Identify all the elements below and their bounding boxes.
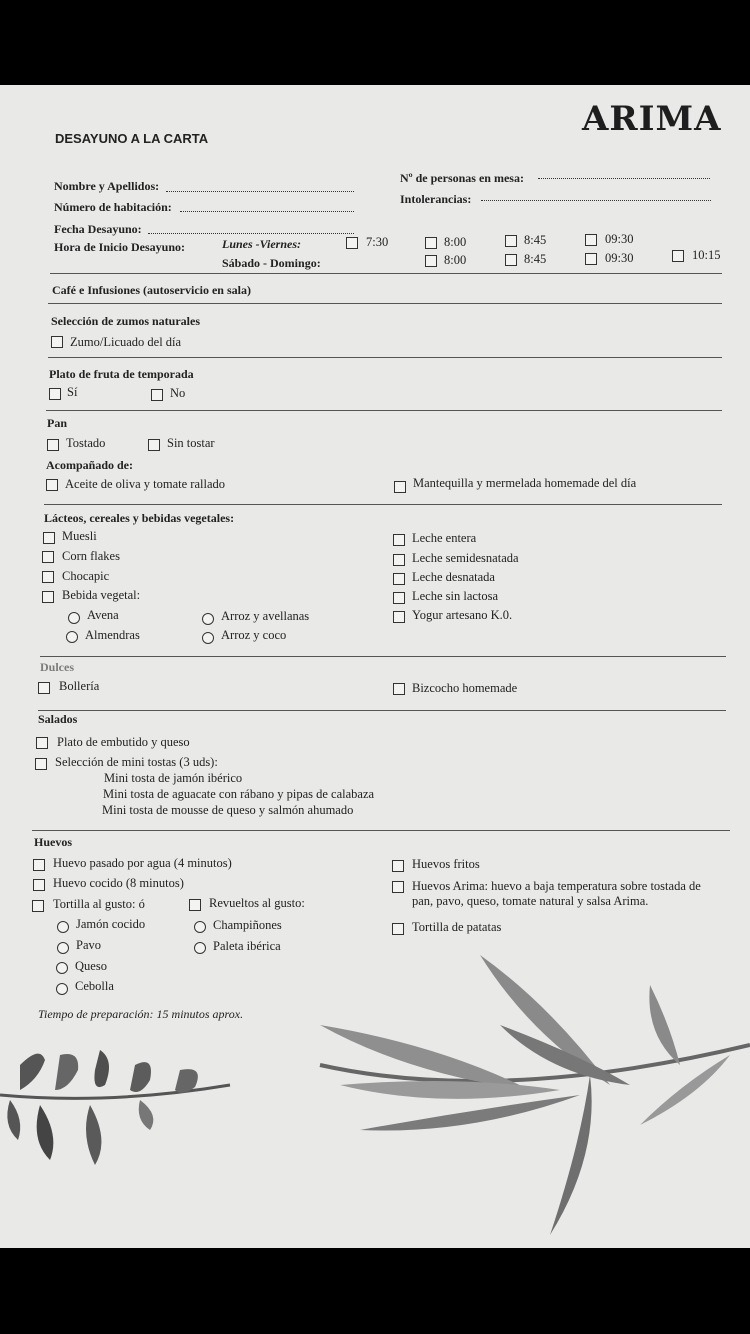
tortilla-patatas-label: Tortilla de patatas	[412, 920, 502, 934]
avena-label: Avena	[87, 608, 119, 622]
pasado-label: Huevo pasado por agua (4 minutos)	[53, 856, 232, 870]
jamon-cocido-radio[interactable]	[57, 921, 69, 933]
fritos-checkbox[interactable]	[392, 860, 404, 872]
leche-desnatada-label: Leche desnatada	[412, 570, 495, 584]
weekend-845-checkbox[interactable]	[505, 254, 517, 266]
tosta-item: Mini tosta de aguacate con rábano y pipas de calabaza	[103, 787, 375, 801]
lacteos-heading: Lácteos, cereales y bebidas vegetales:	[44, 511, 235, 525]
branch-illustration-right	[300, 945, 750, 1245]
weekend-930-checkbox[interactable]	[585, 253, 597, 265]
almendras-radio[interactable]	[66, 631, 78, 643]
leche-semi-label: Leche semidesnatada	[412, 551, 519, 565]
pan-heading: Pan	[47, 416, 68, 430]
paleta-radio[interactable]	[194, 942, 206, 954]
avena-radio[interactable]	[68, 612, 80, 624]
tiempo-note: Tiempo de preparación: 15 minutos aprox.	[38, 1007, 244, 1021]
arroz-coco-radio[interactable]	[202, 632, 214, 644]
pasado-checkbox[interactable]	[33, 859, 45, 871]
mini-tostas-checkbox[interactable]	[35, 758, 47, 770]
weekend-800-checkbox[interactable]	[425, 255, 437, 267]
queso-radio[interactable]	[56, 962, 68, 974]
intolerancias-label: Intolerancias:	[400, 192, 472, 206]
cebolla-radio[interactable]	[56, 983, 68, 995]
personas-label: Nº de personas en mesa:	[400, 171, 524, 185]
nombre-field[interactable]	[166, 191, 354, 192]
arroz-avellanas-radio[interactable]	[202, 613, 214, 625]
weekend-time: 8:00	[444, 253, 467, 267]
mantequilla-label: Mantequilla y mermelada homemade del día	[413, 476, 637, 490]
bebida-checkbox[interactable]	[42, 591, 54, 603]
fecha-label: Fecha Desayuno:	[54, 222, 142, 236]
weekend-time: 8:45	[524, 252, 547, 266]
weekday-time: 8:00	[444, 235, 467, 249]
sin-tostar-label: Sin tostar	[167, 436, 215, 450]
cebolla-label: Cebolla	[75, 979, 114, 993]
aceite-checkbox[interactable]	[46, 479, 58, 491]
corn-label: Corn flakes	[62, 549, 120, 563]
yogur-label: Yogur artesano K.0.	[412, 608, 513, 622]
weekday-time: 09:30	[605, 232, 634, 246]
pavo-radio[interactable]	[57, 942, 69, 954]
hora-label: Hora de Inicio Desayuno:	[54, 240, 186, 254]
weekend-1015-checkbox[interactable]	[672, 250, 684, 262]
brand-logo: ARIMA	[582, 99, 722, 139]
bizcocho-label: Bizcocho homemade	[412, 681, 518, 695]
jamon-cocido-label: Jamón cocido	[76, 917, 146, 931]
champinones-radio[interactable]	[194, 921, 206, 933]
paleta-label: Paleta ibérica	[213, 939, 281, 953]
zumos-heading: Selección de zumos naturales	[51, 314, 200, 328]
weekday-800-checkbox[interactable]	[425, 237, 437, 249]
arroz-coco-label: Arroz y coco	[221, 628, 287, 642]
embutido-checkbox[interactable]	[36, 737, 48, 749]
tortilla-gusto-label: Tortilla al gusto: ó	[53, 897, 145, 911]
almendras-label: Almendras	[85, 628, 140, 642]
fruta-si-label: Sí	[67, 385, 78, 399]
divider	[32, 830, 730, 831]
habitacion-field[interactable]	[180, 211, 354, 212]
tostado-label: Tostado	[66, 436, 106, 450]
salados-heading: Salados	[38, 712, 78, 726]
bolleria-label: Bollería	[59, 679, 100, 693]
weekday-930-checkbox[interactable]	[585, 234, 597, 246]
intolerancias-field[interactable]	[481, 200, 711, 201]
zumo-checkbox[interactable]	[51, 336, 63, 348]
weekday-time: 7:30	[366, 235, 389, 249]
tostado-checkbox[interactable]	[47, 439, 59, 451]
leche-desnatada-checkbox[interactable]	[393, 573, 405, 585]
divider	[48, 357, 722, 358]
weekend-time: 10:15	[692, 248, 721, 262]
mini-tostas-label: Selección de mini tostas (3 uds):	[55, 755, 218, 769]
divider	[48, 303, 722, 304]
chocapic-checkbox[interactable]	[42, 571, 54, 583]
bizcocho-checkbox[interactable]	[393, 683, 405, 695]
fecha-field[interactable]	[148, 233, 354, 234]
pavo-label: Pavo	[76, 938, 101, 952]
queso-label: Queso	[75, 959, 107, 973]
weekday-label: Lunes -Viernes:	[222, 237, 302, 251]
leche-sin-label: Leche sin lactosa	[412, 589, 499, 603]
weekend-time: 09:30	[605, 251, 634, 265]
corn-checkbox[interactable]	[42, 551, 54, 563]
aceite-label: Aceite de oliva y tomate rallado	[65, 477, 226, 491]
leche-entera-checkbox[interactable]	[393, 534, 405, 546]
arima-checkbox[interactable]	[392, 881, 404, 893]
fritos-label: Huevos fritos	[412, 857, 480, 871]
weekend-label: Sábado - Domingo:	[222, 256, 321, 270]
cafe-heading: Café e Infusiones (autoservicio en sala)	[52, 283, 251, 297]
arima-label: Huevos Arima: huevo a baja temperatura sobre tostada de	[412, 879, 701, 893]
tosta-item: Mini tosta de mousse de queso y salmón ahumado	[102, 803, 354, 817]
dulces-heading: Dulces	[40, 660, 74, 674]
menu-sheet	[0, 85, 750, 1248]
fruta-no-checkbox[interactable]	[151, 389, 163, 401]
arima-label-cont: pan, pavo, queso, tomate natural y salsa Arima.	[412, 894, 649, 908]
weekday-845-checkbox[interactable]	[505, 235, 517, 247]
personas-field[interactable]	[538, 178, 710, 179]
zumo-label: Zumo/Licuado del día	[70, 335, 182, 349]
divider	[40, 656, 726, 657]
bebida-label: Bebida vegetal:	[62, 588, 141, 602]
fruta-si-checkbox[interactable]	[49, 388, 61, 400]
divider	[50, 273, 722, 274]
leche-sin-checkbox[interactable]	[393, 592, 405, 604]
yogur-checkbox[interactable]	[393, 611, 405, 623]
weekday-730-checkbox[interactable]	[346, 237, 358, 249]
tosta-item: Mini tosta de jamón ibérico	[104, 771, 243, 785]
muesli-checkbox[interactable]	[43, 532, 55, 544]
tortilla-gusto-checkbox[interactable]	[32, 900, 44, 912]
fruta-heading: Plato de fruta de temporada	[49, 367, 194, 381]
embutido-label: Plato de embutido y queso	[57, 735, 190, 749]
divider	[46, 410, 722, 411]
leche-entera-label: Leche entera	[412, 531, 477, 545]
muesli-label: Muesli	[62, 529, 97, 543]
habitacion-label: Número de habitación:	[54, 200, 172, 214]
branch-illustration-left	[0, 1045, 240, 1175]
divider	[44, 504, 722, 505]
revueltos-label: Revueltos al gusto:	[209, 896, 305, 910]
arroz-avellanas-label: Arroz y avellanas	[221, 609, 310, 623]
acompanado-heading: Acompañado de:	[46, 458, 134, 472]
huevos-heading: Huevos	[34, 835, 73, 849]
mantequilla-checkbox[interactable]	[394, 481, 406, 493]
page-title: DESAYUNO A LA CARTA	[55, 131, 209, 146]
weekday-time: 8:45	[524, 233, 547, 247]
leche-semi-checkbox[interactable]	[393, 554, 405, 566]
champinones-label: Champiñones	[213, 918, 282, 932]
chocapic-label: Chocapic	[62, 569, 110, 583]
cocido-checkbox[interactable]	[33, 879, 45, 891]
cocido-label: Huevo cocido (8 minutos)	[53, 876, 184, 890]
fruta-no-label: No	[170, 386, 186, 400]
divider	[38, 710, 726, 711]
tortilla-patatas-checkbox[interactable]	[392, 923, 404, 935]
bolleria-checkbox[interactable]	[38, 682, 50, 694]
revueltos-checkbox[interactable]	[189, 899, 201, 911]
sin-tostar-checkbox[interactable]	[148, 439, 160, 451]
nombre-label: Nombre y Apellidos:	[54, 179, 160, 193]
